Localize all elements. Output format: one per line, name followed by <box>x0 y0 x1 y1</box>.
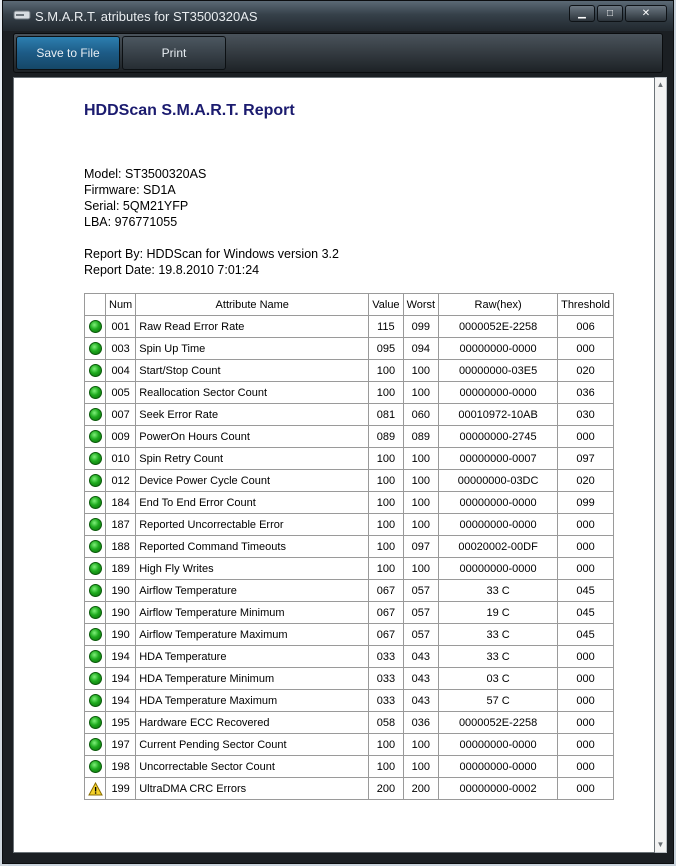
table-row <box>85 712 614 734</box>
table-row <box>85 756 614 778</box>
threshold-cell: 000 <box>558 712 614 734</box>
maximize-icon: □ <box>606 8 614 19</box>
attribute-name-cell: Reported Command Timeouts <box>136 536 369 558</box>
threshold-cell: 099 <box>558 492 614 514</box>
status-cell <box>85 404 106 426</box>
report-title: HDDScan S.M.A.R.T. Report <box>84 102 295 119</box>
value-cell: 067 <box>369 602 403 624</box>
raw-hex-cell: 00000000-0000 <box>439 382 558 404</box>
worst-cell: 057 <box>403 580 439 602</box>
print-button[interactable]: Print <box>122 36 226 70</box>
green-status-icon <box>89 408 102 421</box>
worst-cell: 043 <box>403 690 439 712</box>
attribute-name-cell: End To End Error Count <box>136 492 369 514</box>
worst-cell: 089 <box>403 426 439 448</box>
attribute-name-cell: Start/Stop Count <box>136 360 369 382</box>
attribute-name-cell: Hardware ECC Recovered <box>136 712 369 734</box>
scroll-up-icon[interactable]: ▲ <box>656 80 665 89</box>
raw-hex-cell: 00000000-03DC <box>439 470 558 492</box>
table-row <box>85 668 614 690</box>
raw-hex-cell: 19 C <box>439 602 558 624</box>
raw-hex-cell: 03 C <box>439 668 558 690</box>
table-row <box>85 646 614 668</box>
value-cell: 067 <box>369 624 403 646</box>
attribute-name-cell: Spin Up Time <box>136 338 369 360</box>
value-cell: 058 <box>369 712 403 734</box>
worst-cell: 100 <box>403 756 439 778</box>
hdd-icon <box>13 9 31 21</box>
raw-hex-cell: 00000000-0000 <box>439 514 558 536</box>
value-cell: 095 <box>369 338 403 360</box>
raw-hex-cell: 00000000-0000 <box>439 492 558 514</box>
green-status-icon <box>89 320 102 333</box>
green-status-icon <box>89 364 102 377</box>
num-cell: 198 <box>106 756 136 778</box>
status-cell <box>85 448 106 470</box>
worst-cell: 057 <box>403 624 439 646</box>
threshold-cell: 020 <box>558 360 614 382</box>
green-status-icon <box>89 452 102 465</box>
value-cell: 100 <box>369 536 403 558</box>
firmware-line: Firmware: SD1A <box>84 183 176 197</box>
value-header: Value <box>369 294 403 316</box>
raw-hex-header: Raw(hex) <box>439 294 558 316</box>
value-cell: 100 <box>369 514 403 536</box>
status-cell <box>85 778 106 800</box>
num-cell: 194 <box>106 668 136 690</box>
threshold-cell: 000 <box>558 646 614 668</box>
threshold-cell: 036 <box>558 382 614 404</box>
table-row <box>85 448 614 470</box>
num-cell: 012 <box>106 470 136 492</box>
minimize-button[interactable] <box>569 5 595 22</box>
attribute-name-cell: Uncorrectable Sector Count <box>136 756 369 778</box>
status-cell <box>85 360 106 382</box>
status-cell <box>85 382 106 404</box>
table-row <box>85 602 614 624</box>
raw-hex-cell: 00020002-00DF <box>439 536 558 558</box>
worst-cell: 100 <box>403 514 439 536</box>
table-row <box>85 426 614 448</box>
raw-hex-cell: 00000000-2745 <box>439 426 558 448</box>
attribute-name-cell: Reported Uncorrectable Error <box>136 514 369 536</box>
threshold-cell: 000 <box>558 514 614 536</box>
value-cell: 100 <box>369 558 403 580</box>
worst-cell: 100 <box>403 492 439 514</box>
raw-hex-cell: 00000000-0000 <box>439 734 558 756</box>
worst-cell: 043 <box>403 668 439 690</box>
value-cell: 033 <box>369 668 403 690</box>
status-cell <box>85 426 106 448</box>
attribute-name-cell: HDA Temperature Maximum <box>136 690 369 712</box>
num-cell: 189 <box>106 558 136 580</box>
status-cell <box>85 338 106 360</box>
status-cell <box>85 470 106 492</box>
green-status-icon <box>89 584 102 597</box>
worst-cell: 099 <box>403 316 439 338</box>
green-status-icon <box>89 738 102 751</box>
threshold-cell: 020 <box>558 470 614 492</box>
value-cell: 089 <box>369 426 403 448</box>
serial-line: Serial: 5QM21YFP <box>84 199 189 213</box>
worst-cell: 094 <box>403 338 439 360</box>
worst-cell: 100 <box>403 448 439 470</box>
num-cell: 197 <box>106 734 136 756</box>
raw-hex-cell: 33 C <box>439 580 558 602</box>
worst-cell: 060 <box>403 404 439 426</box>
green-status-icon <box>89 672 102 685</box>
threshold-cell: 006 <box>558 316 614 338</box>
title-bar[interactable] <box>3 1 673 31</box>
table-row <box>85 382 614 404</box>
worst-cell: 036 <box>403 712 439 734</box>
attribute-name-cell: Spin Retry Count <box>136 448 369 470</box>
attribute-name-cell: Reallocation Sector Count <box>136 382 369 404</box>
green-status-icon <box>89 628 102 641</box>
status-cell <box>85 558 106 580</box>
threshold-cell: 030 <box>558 404 614 426</box>
status-cell <box>85 624 106 646</box>
maximize-button[interactable] <box>597 5 623 22</box>
value-cell: 033 <box>369 690 403 712</box>
value-cell: 100 <box>369 734 403 756</box>
model-line: Model: ST3500320AS <box>84 167 207 181</box>
value-cell: 115 <box>369 316 403 338</box>
save-to-file-button[interactable]: Save to File <box>16 36 120 70</box>
status-cell <box>85 646 106 668</box>
threshold-cell: 000 <box>558 756 614 778</box>
threshold-cell: 000 <box>558 668 614 690</box>
worst-cell: 057 <box>403 602 439 624</box>
green-status-icon <box>89 386 102 399</box>
worst-cell: 100 <box>403 470 439 492</box>
num-cell: 190 <box>106 624 136 646</box>
minimize-icon: ▁ <box>578 8 586 19</box>
raw-hex-cell: 33 C <box>439 624 558 646</box>
window-title: S.M.A.R.T. atributes for ST3500320AS <box>35 9 258 24</box>
attribute-name-cell: Device Power Cycle Count <box>136 470 369 492</box>
table-row <box>85 316 614 338</box>
raw-hex-cell: 0000052E-2258 <box>439 316 558 338</box>
raw-hex-cell: 0000052E-2258 <box>439 712 558 734</box>
value-cell: 100 <box>369 382 403 404</box>
table-row <box>85 580 614 602</box>
attribute-name-cell: Airflow Temperature Minimum <box>136 602 369 624</box>
status-cell <box>85 580 106 602</box>
raw-hex-cell: 00000000-0000 <box>439 338 558 360</box>
num-cell: 187 <box>106 514 136 536</box>
attribute-name-cell: PowerOn Hours Count <box>136 426 369 448</box>
status-cell <box>85 602 106 624</box>
threshold-cell: 045 <box>558 580 614 602</box>
green-status-icon <box>89 518 102 531</box>
report-by-line: Report By: HDDScan for Windows version 3.2 <box>84 247 339 261</box>
status-cell <box>85 316 106 338</box>
status-cell <box>85 712 106 734</box>
value-cell: 100 <box>369 360 403 382</box>
threshold-cell: 045 <box>558 624 614 646</box>
raw-hex-cell: 33 C <box>439 646 558 668</box>
raw-hex-cell: 00000000-0000 <box>439 756 558 778</box>
num-header: Num <box>106 294 136 316</box>
attribute-name-cell: HDA Temperature <box>136 646 369 668</box>
green-status-icon <box>89 540 102 553</box>
attribute-name-cell: Current Pending Sector Count <box>136 734 369 756</box>
attribute-name-cell: Airflow Temperature <box>136 580 369 602</box>
num-cell: 194 <box>106 646 136 668</box>
status-cell <box>85 734 106 756</box>
attribute-name-cell: High Fly Writes <box>136 558 369 580</box>
value-cell: 100 <box>369 492 403 514</box>
worst-header: Worst <box>403 294 439 316</box>
value-cell: 100 <box>369 470 403 492</box>
table-row <box>85 514 614 536</box>
num-cell: 195 <box>106 712 136 734</box>
status-cell <box>85 690 106 712</box>
status-cell <box>85 756 106 778</box>
table-row <box>85 778 614 800</box>
num-cell: 194 <box>106 690 136 712</box>
raw-hex-cell: 00000000-0000 <box>439 558 558 580</box>
num-cell: 004 <box>106 360 136 382</box>
num-cell: 010 <box>106 448 136 470</box>
table-row <box>85 690 614 712</box>
lba-line: LBA: 976771055 <box>84 215 178 229</box>
raw-hex-cell: 00000000-0007 <box>439 448 558 470</box>
status-cell <box>85 668 106 690</box>
table-row <box>85 338 614 360</box>
threshold-cell: 000 <box>558 338 614 360</box>
threshold-cell: 000 <box>558 558 614 580</box>
scroll-down-icon[interactable]: ▼ <box>656 840 665 849</box>
value-cell: 081 <box>369 404 403 426</box>
worst-cell: 100 <box>403 382 439 404</box>
table-row <box>85 404 614 426</box>
status-cell <box>85 536 106 558</box>
smart-window <box>2 0 674 864</box>
attribute-name-header: Attribute Name <box>136 294 369 316</box>
attribute-name-cell: Airflow Temperature Maximum <box>136 624 369 646</box>
threshold-cell: 000 <box>558 536 614 558</box>
status-header <box>85 294 106 316</box>
value-cell: 200 <box>369 778 403 800</box>
num-cell: 184 <box>106 492 136 514</box>
num-cell: 005 <box>106 382 136 404</box>
num-cell: 190 <box>106 580 136 602</box>
toolbar <box>13 33 663 73</box>
table-row <box>85 734 614 756</box>
worst-cell: 100 <box>403 558 439 580</box>
status-cell <box>85 514 106 536</box>
num-cell: 199 <box>106 778 136 800</box>
worst-cell: 100 <box>403 734 439 756</box>
close-button[interactable] <box>625 5 667 22</box>
green-status-icon <box>89 474 102 487</box>
raw-hex-cell: 00000000-03E5 <box>439 360 558 382</box>
value-cell: 067 <box>369 580 403 602</box>
report-date-line: Report Date: 19.8.2010 7:01:24 <box>84 263 260 277</box>
green-status-icon <box>89 562 102 575</box>
threshold-cell: 045 <box>558 602 614 624</box>
raw-hex-cell: 00010972-10AB <box>439 404 558 426</box>
raw-hex-cell: 00000000-0002 <box>439 778 558 800</box>
attribute-name-cell: Seek Error Rate <box>136 404 369 426</box>
table-row <box>85 624 614 646</box>
threshold-cell: 000 <box>558 426 614 448</box>
threshold-cell: 000 <box>558 690 614 712</box>
num-cell: 001 <box>106 316 136 338</box>
worst-cell: 043 <box>403 646 439 668</box>
green-status-icon <box>89 716 102 729</box>
num-cell: 007 <box>106 404 136 426</box>
green-status-icon <box>89 606 102 619</box>
table-row <box>85 470 614 492</box>
value-cell: 033 <box>369 646 403 668</box>
worst-cell: 200 <box>403 778 439 800</box>
num-cell: 009 <box>106 426 136 448</box>
warning-icon <box>88 782 103 796</box>
green-status-icon <box>89 694 102 707</box>
table-row <box>85 558 614 580</box>
attribute-name-cell: HDA Temperature Minimum <box>136 668 369 690</box>
num-cell: 190 <box>106 602 136 624</box>
attribute-name-cell: Raw Read Error Rate <box>136 316 369 338</box>
table-row <box>85 536 614 558</box>
worst-cell: 097 <box>403 536 439 558</box>
smart-attributes-table <box>84 293 614 800</box>
drive-info <box>84 166 206 230</box>
green-status-icon <box>89 342 102 355</box>
raw-hex-cell: 57 C <box>439 690 558 712</box>
green-status-icon <box>89 760 102 773</box>
value-cell: 100 <box>369 756 403 778</box>
table-row <box>85 492 614 514</box>
attribute-name-cell: UltraDMA CRC Errors <box>136 778 369 800</box>
num-cell: 003 <box>106 338 136 360</box>
close-icon: ✕ <box>641 8 651 19</box>
threshold-header: Threshold <box>558 294 614 316</box>
status-cell <box>85 492 106 514</box>
report-view[interactable] <box>13 77 655 853</box>
threshold-cell: 097 <box>558 448 614 470</box>
report-meta <box>84 246 339 278</box>
table-header-row <box>85 294 614 316</box>
table-row <box>85 360 614 382</box>
green-status-icon <box>89 650 102 663</box>
threshold-cell: 000 <box>558 778 614 800</box>
worst-cell: 100 <box>403 360 439 382</box>
num-cell: 188 <box>106 536 136 558</box>
vertical-scrollbar[interactable] <box>655 77 667 853</box>
green-status-icon <box>89 430 102 443</box>
threshold-cell: 000 <box>558 734 614 756</box>
green-status-icon <box>89 496 102 509</box>
value-cell: 100 <box>369 448 403 470</box>
